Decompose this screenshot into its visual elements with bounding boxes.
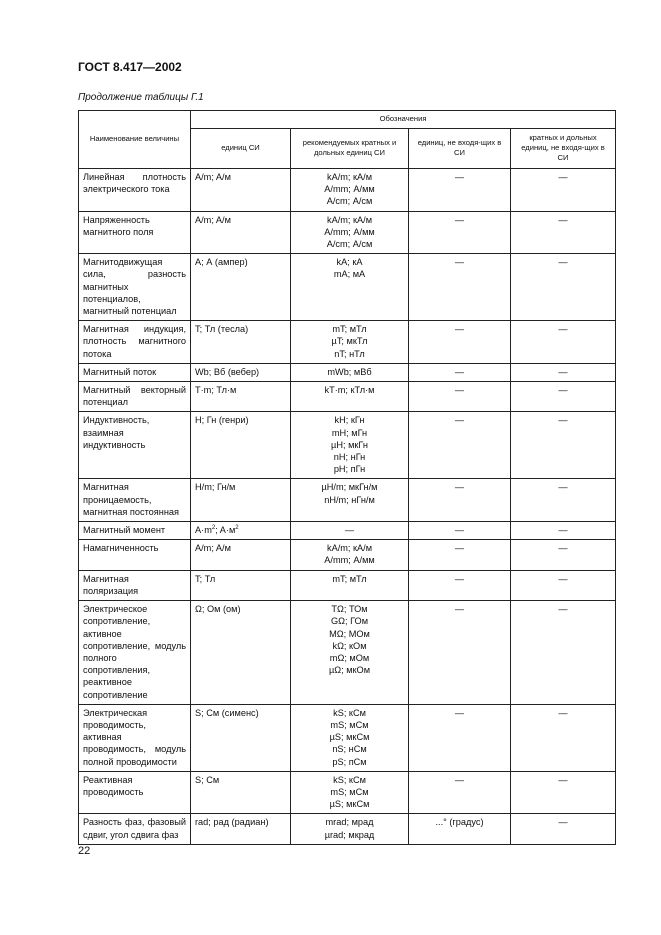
non-si-unit: —	[409, 540, 511, 570]
recommended-unit: kA/m; кА/м	[326, 214, 373, 225]
non-si-unit: —	[409, 570, 511, 600]
non-si-unit: —	[409, 601, 511, 705]
quantity-name: Намагниченность	[79, 540, 191, 570]
table-row	[79, 601, 616, 705]
recommended-unit: A/mm; А/мм	[324, 184, 375, 195]
units-table	[78, 110, 616, 845]
header-designation: Обозначения	[191, 111, 616, 129]
table-row	[79, 479, 616, 522]
quantity-name: Напряженность магнитного поля	[79, 211, 191, 254]
header-multiples: кратных и дольных единиц, не входя-щих в СИ	[511, 129, 616, 169]
recommended-unit: kS; кСм	[333, 774, 366, 785]
recommended-units	[291, 704, 409, 771]
si-unit: Ω; Ом (ом)	[191, 601, 291, 705]
non-si-unit: —	[409, 211, 511, 254]
quantity-name: Линейная плотность электрического тока	[79, 169, 191, 212]
recommended-unit: mrad; мрад	[325, 817, 374, 828]
recommended-unit: mA; мА	[333, 269, 366, 280]
non-si-unit: —	[409, 169, 511, 212]
non-si-unit: —	[409, 522, 511, 540]
recommended-unit: nT; нТл	[334, 348, 365, 359]
recommended-unit: µrad; мкрад	[324, 829, 375, 840]
recommended-units	[291, 363, 409, 381]
table-row	[79, 412, 616, 479]
non-si-unit: —	[409, 382, 511, 412]
quantity-name: Реактивная проводимость	[79, 771, 191, 814]
recommended-units	[291, 771, 409, 814]
recommended-unit: nS; нСм	[332, 744, 367, 755]
table-row	[79, 254, 616, 321]
recommended-unit: kT·m; кТл·м	[324, 385, 375, 396]
non-si-unit: —	[409, 254, 511, 321]
header-recommended: рекомендуемых кратных и дольных единиц СИ	[291, 129, 409, 169]
recommended-unit: MΩ; МОм	[329, 628, 370, 639]
table-row	[79, 211, 616, 254]
non-si-multiple: —	[511, 704, 616, 771]
table-caption: Продолжение таблицы Г.1	[78, 92, 204, 103]
quantity-name: Магнитный поток	[79, 363, 191, 381]
table-row	[79, 321, 616, 364]
recommended-unit: A/cm; А/см	[326, 239, 373, 250]
quantity-name: Электрическое сопротивление, активное сопротивление, модуль полного сопротивления, реактивное сопротивление	[79, 601, 191, 705]
non-si-unit: —	[409, 363, 511, 381]
non-si-unit: —	[409, 321, 511, 364]
recommended-unit: —	[344, 525, 355, 536]
non-si-unit: ...° (градус)	[409, 814, 511, 844]
table-row	[79, 540, 616, 570]
recommended-unit: kS; кСм	[333, 707, 366, 718]
recommended-unit: kA/m; кА/м	[326, 172, 373, 182]
recommended-unit: µΩ; мкОм	[328, 665, 371, 676]
recommended-units	[291, 522, 409, 540]
si-unit: rad; рад (радиан)	[191, 814, 291, 844]
quantity-name: Магнитная проницаемость, магнитная постоянная	[79, 479, 191, 522]
header-name: Наименование величины	[79, 111, 191, 169]
table-row	[79, 382, 616, 412]
quantity-name: Магнитная поляризация	[79, 570, 191, 600]
non-si-multiple: —	[511, 211, 616, 254]
table-row	[79, 169, 616, 212]
non-si-multiple: —	[511, 570, 616, 600]
recommended-units	[291, 479, 409, 522]
table-row	[79, 771, 616, 814]
recommended-unit: A/mm; А/мм	[324, 226, 375, 237]
recommended-unit: mT; мТл	[332, 573, 367, 584]
recommended-units	[291, 321, 409, 364]
si-unit: A; А (ампер)	[191, 254, 291, 321]
recommended-units	[291, 412, 409, 479]
quantity-name: Магнитная индукция, плотность магнитного потока	[79, 321, 191, 364]
recommended-unit: mH; мГн	[331, 427, 368, 438]
recommended-unit: pH; пГн	[333, 464, 366, 475]
non-si-unit: —	[409, 771, 511, 814]
si-unit: A/m; A/м	[191, 169, 291, 212]
recommended-unit: mT; мТл	[332, 324, 367, 335]
non-si-multiple: —	[511, 814, 616, 844]
recommended-unit: µS; мкСм	[329, 732, 370, 743]
quantity-name: Индуктивность, взаимная индуктивность	[79, 412, 191, 479]
recommended-units	[291, 570, 409, 600]
recommended-unit: A/mm; А/мм	[324, 555, 375, 566]
recommended-units	[291, 382, 409, 412]
si-unit: Wb; Вб (вебер)	[191, 363, 291, 381]
table-body	[79, 169, 616, 845]
header-si: единиц СИ	[191, 129, 291, 169]
non-si-multiple: —	[511, 254, 616, 321]
recommended-unit: GΩ; ГОм	[330, 616, 369, 627]
table-row	[79, 363, 616, 381]
recommended-unit: µH/m; мкГн/м	[321, 482, 378, 493]
non-si-multiple: —	[511, 540, 616, 570]
si-unit: S; См (сименс)	[191, 704, 291, 771]
non-si-unit: —	[409, 704, 511, 771]
non-si-multiple: —	[511, 412, 616, 479]
non-si-multiple: —	[511, 382, 616, 412]
recommended-unit: µH; мкГн	[331, 439, 368, 450]
si-unit: H; Гн (генри)	[191, 412, 291, 479]
non-si-multiple: —	[511, 321, 616, 364]
quantity-name: Электрическая проводимость, активная проводимость, модуль полной проводимости	[79, 704, 191, 771]
recommended-unit: kH; кГн	[334, 415, 365, 426]
non-si-multiple: —	[511, 479, 616, 522]
non-si-multiple: —	[511, 169, 616, 212]
recommended-unit: A/cm; А/см	[326, 196, 373, 207]
table-row	[79, 814, 616, 844]
recommended-units	[291, 814, 409, 844]
recommended-units	[291, 540, 409, 570]
standard-title: ГОСТ 8.417—2002	[78, 60, 182, 74]
si-unit: $A\cdot m^2$; $A\cdot м^2$	[191, 522, 291, 540]
recommended-unit: mS; мСм	[330, 786, 369, 797]
recommended-unit: mS; мСм	[330, 719, 369, 730]
recommended-units	[291, 254, 409, 321]
non-si-multiple: —	[511, 601, 616, 705]
recommended-unit: kΩ; кОм	[332, 640, 367, 651]
si-unit: T; Тл	[191, 570, 291, 600]
recommended-units	[291, 211, 409, 254]
header-non-si: единиц, не входя-щих в СИ	[409, 129, 511, 169]
recommended-unit: nH; нГн	[333, 452, 366, 463]
recommended-unit: kA/m; кА/м	[326, 543, 373, 554]
table-row	[79, 704, 616, 771]
quantity-name: Магнитный момент	[79, 522, 191, 540]
non-si-multiple: —	[511, 771, 616, 814]
non-si-multiple: —	[511, 522, 616, 540]
quantity-name: Разность фаз, фазовый сдвиг, угол сдвига фаз	[79, 814, 191, 844]
recommended-unit: mΩ; мОм	[329, 652, 370, 663]
recommended-units	[291, 169, 409, 212]
table-row	[79, 522, 616, 540]
recommended-unit: TΩ; ТОм	[331, 604, 368, 615]
si-unit: S; См	[191, 771, 291, 814]
si-unit: A/m; A/м	[191, 211, 291, 254]
table-row	[79, 570, 616, 600]
recommended-units	[291, 601, 409, 705]
si-unit: T·m; Тл·м	[191, 382, 291, 412]
recommended-unit: kA; кА	[336, 257, 363, 268]
recommended-unit: µS; мкСм	[329, 799, 370, 810]
si-unit: T; Тл (тесла)	[191, 321, 291, 364]
quantity-name: Магнитный векторный потенциал	[79, 382, 191, 412]
recommended-unit: mWb; мВб	[327, 366, 372, 377]
recommended-unit: pS; пСм	[332, 756, 367, 767]
quantity-name: Магнитодвижущая сила, разность магнитных потенциалов, магнитный потенциал	[79, 254, 191, 321]
recommended-unit: nH/m; нГн/м	[324, 494, 375, 505]
si-unit: A/m; A/м	[191, 540, 291, 570]
recommended-unit: µT; мкТл	[331, 336, 368, 347]
si-unit: H/m; Гн/м	[191, 479, 291, 522]
non-si-unit: —	[409, 412, 511, 479]
non-si-multiple: —	[511, 363, 616, 381]
page-number: 22	[78, 845, 91, 857]
non-si-unit: —	[409, 479, 511, 522]
